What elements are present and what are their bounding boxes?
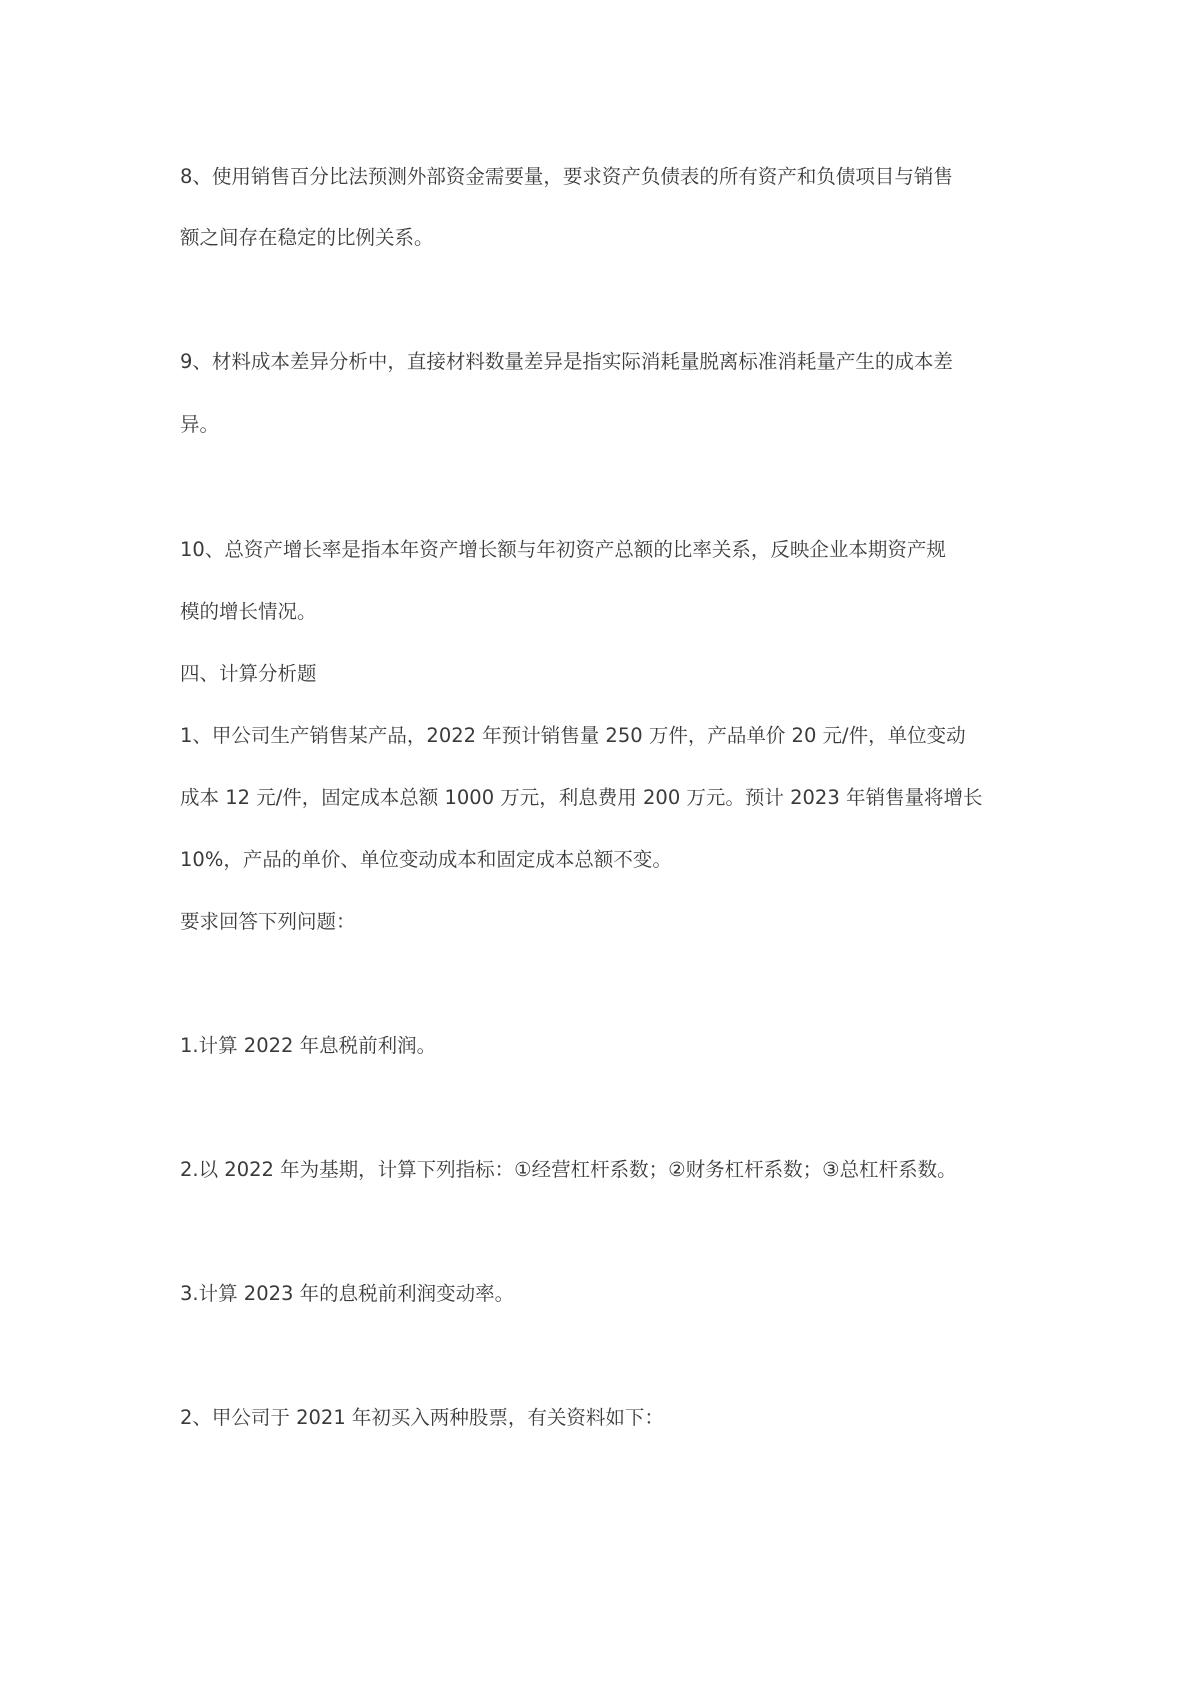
statement-8-line-2: 额之间存在稳定的比例关系。 (180, 226, 434, 249)
question-2: 2.以 2022 年为基期，计算下列指标：①经营杠杆系数；②财务杠杆系数；③总杠杆系数。 (180, 1158, 957, 1181)
problem-2-line-1: 2、甲公司于 2021 年初买入两种股票，有关资料如下： (180, 1406, 664, 1429)
question-1: 1.计算 2022 年息税前利润。 (180, 1034, 437, 1057)
question-3: 3.计算 2023 年的息税前利润变动率。 (180, 1282, 515, 1305)
problem-1-line-3: 10%，产品的单价、单位变动成本和固定成本总额不变。 (180, 848, 672, 871)
statement-10-line-1: 10、总资产增长率是指本年资产增长额与年初资产总额的比率关系，反映企业本期资产规 (180, 538, 946, 561)
statement-8-line-1: 8、使用销售百分比法预测外部资金需要量，要求资产负债表的所有资产和负债项目与销售 (180, 165, 953, 188)
statement-10-line-2: 模的增长情况。 (180, 600, 317, 623)
section-heading: 四、计算分析题 (180, 662, 317, 685)
problem-1-line-2: 成本 12 元/件，固定成本总额 1000 万元，利息费用 200 万元。预计 2023 年销售量将增长 (180, 786, 983, 809)
problem-1-requirement: 要求回答下列问题： (180, 910, 356, 933)
statement-9-line-1: 9、材料成本差异分析中，直接材料数量差异是指实际消耗量脱离标准消耗量产生的成本差 (180, 350, 953, 373)
statement-9-line-2: 异。 (180, 413, 220, 436)
problem-1-line-1: 1、甲公司生产销售某产品，2022 年预计销售量 250 万件，产品单价 20 元/件，单位变动 (180, 724, 966, 747)
